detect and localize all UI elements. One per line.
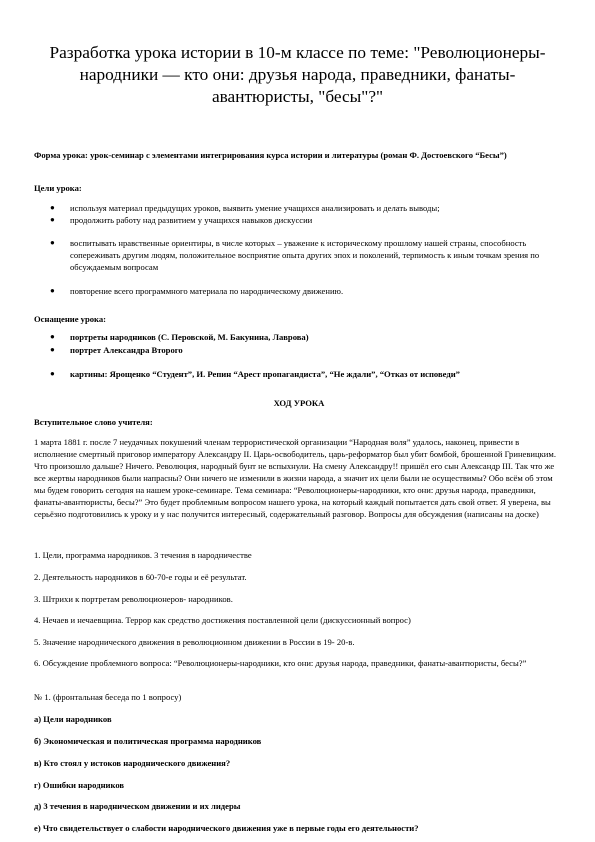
list-item: ● портреты народников (С. Перовской, М. Бакунина, Лаврова) [50,332,309,342]
question-1: 1. Цели, программа народников. 3 течения в народничестве [34,550,252,560]
list-item: ● воспитывать нравственные ориентиры, в числе которых – уважение к историческому прошлому нашей страны, способность сопереживать другим людям, положительное восприятие опыта других эпох и поколений, терпимость к иным точкам зрения по обсуждаемым вопросам [50,238,540,272]
question-3: 3. Штрихи к портретам революционеров- народников. [34,594,233,604]
subquestion-f: е) Что свидетельствует о слабости народнического движения уже в первые годы его деятельности? [34,823,419,833]
subquestion-e: д) 3 течения в народническом движении и их лидеры [34,801,241,811]
question-4: 4. Нечаев и нечаевщина. Террор как средство достижения поставленной цели (дискуссионный вопрос) [34,615,411,625]
course-heading: ХОД УРОКА [273,398,325,408]
list-item: ● портрет Александра Второго [50,345,183,355]
bullet-icon: ● [50,369,55,378]
list-item: ● продолжить работу над развитием у учащихся навыков дискуссии [50,215,313,225]
goals-heading: Цели урока: [34,183,82,193]
bullet-icon: ● [50,215,55,224]
list-item: ● используя материал предыдущих уроков, выявить умение учащихся анализировать и делать выводы; [50,203,440,213]
lesson-form: Форма урока: урок-семинар с элементами интегрирования курса истории и литературы (роман Ф. Достоевского “Бесы”) [34,150,507,160]
subquestion-d: г) Ошибки народников [34,780,125,790]
equipment-heading: Оснащение урока: [34,314,107,324]
bullet-icon: ● [50,332,55,341]
question-2: 2. Деятельность народников в 60-70-е годы и её результат. [34,572,247,582]
bullet-icon: ● [50,238,55,247]
frontal-note: № 1. (фронтальная беседа по 1 вопросу) [34,692,182,702]
bullet-icon: ● [50,345,55,354]
bullet-icon: ● [50,203,55,212]
intro-text: 1 марта 1881 г. после 7 неудачных покушений членам террористической организации “Народная воля” удалось, наконец, привести в исполнение смертный приговор императору Александру II. Царь-освободитель, царь-реформатор был убит бомбой, брошенной Гриневицким. Что произошло дальше? Ничего. Революция, народный бунт не вспыхнули. На смену Александру!! пришёл его сын Александр III. Так что же все жертвы народников были напрасны? Они ничего не изменили в жизни народа, а значит их цели были не осуществимы? Обо всём об этом мы будем говорить сегодня на нашем уроке-семинаре. Тема семинара: “Революционеры-народники, кто они: друзья народа, праведники, фанаты-авантюристы, бесы?” Это будет проблемным вопросом нашего урока, на который каждый попытается дать свой ответ. Я уверена, вы серьёзно подготовились к уроку и у нас получится интересный, содержательный разговор. Вопросы для обсуждения (написаны на доске) [34,437,556,519]
list-item: ● картины: Ярощенко “Студент”, И. Репин “Арест пропагандиста”, “Не ждали”, “Отказ от исповеди” [50,369,460,379]
intro-heading: Вступительное слово учителя: [34,417,153,427]
question-5: 5. Значение народнического движения в революционном движении в России в 19- 20-в. [34,637,355,647]
question-6: 6. Обсуждение проблемного вопроса: “Революционеры-народники, кто они: друзья народа, праведники, фанаты-авантюристы, бесы?” [34,658,527,668]
document-title: Разработка урока истории в 10-м классе по теме: "Революционеры-народники — кто они: друзья народа, праведники, фанаты-авантюристы, "бесы"?" [49,43,546,106]
subquestion-b: б) Экономическая и политическая программа народников [34,736,262,746]
list-item: ● повторение всего программного материала по народническому движению. [50,286,344,296]
subquestion-a: а) Цели народников [34,714,112,724]
bullet-icon: ● [50,286,55,295]
subquestion-c: в) Кто стоял у истоков народнического движения? [34,758,231,768]
